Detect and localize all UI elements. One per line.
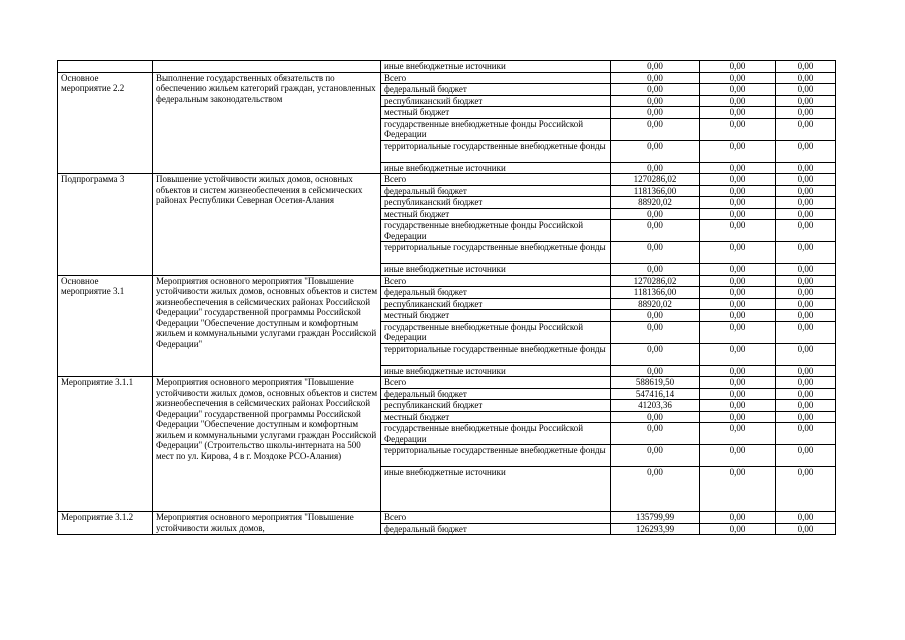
amount-year-1: 0,00: [611, 310, 700, 322]
funding-source: государственные внебюджетные фонды Российской Федерации: [381, 220, 611, 242]
amount-year-3: 0,00: [776, 445, 836, 467]
amount-year-1: 0,00: [611, 467, 700, 512]
amount-year-3: 0,00: [776, 220, 836, 242]
amount-year-3: 0,00: [776, 242, 836, 264]
funding-source: государственные внебюджетные фонды Российской Федерации: [381, 423, 611, 445]
table-row: [58, 512, 836, 524]
row-code: Мероприятие 3.1.1: [58, 377, 153, 512]
amount-year-2: 0,00: [700, 118, 776, 140]
amount-year-3: 0,00: [776, 61, 836, 73]
funding-source: государственные внебюджетные фонды Российской Федерации: [381, 118, 611, 140]
funding-source: Всего: [381, 512, 611, 524]
amount-year-1: 0,00: [611, 208, 700, 220]
amount-year-2: 0,00: [700, 400, 776, 412]
amount-year-3: 0,00: [776, 411, 836, 423]
row-title: Повышение устойчивости жилых домов, основных объектов и систем жизнеобеспечения в сейсмических районах Республики Северная Осетия-Алания: [153, 174, 381, 276]
funding-source: иные внебюджетные источники: [381, 467, 611, 512]
amount-year-2: 0,00: [700, 377, 776, 389]
table-row: [58, 61, 836, 73]
amount-year-2: 0,00: [700, 220, 776, 242]
amount-year-2: 0,00: [700, 512, 776, 524]
funding-source: федеральный бюджет: [381, 84, 611, 96]
row-title: Мероприятия основного мероприятия "Повышение устойчивости жилых домов,: [153, 512, 381, 535]
funding-source: иные внебюджетные источники: [381, 264, 611, 276]
amount-year-1: 0,00: [611, 140, 700, 162]
amount-year-2: 0,00: [700, 185, 776, 197]
amount-year-3: 0,00: [776, 287, 836, 299]
funding-source: местный бюджет: [381, 411, 611, 423]
amount-year-2: 0,00: [700, 343, 776, 365]
amount-year-3: 0,00: [776, 523, 836, 535]
funding-source: территориальные государственные внебюджетные фонды: [381, 445, 611, 467]
funding-source: иные внебюджетные источники: [381, 162, 611, 174]
funding-source: Всего: [381, 72, 611, 84]
row-title: [153, 61, 381, 73]
amount-year-3: 0,00: [776, 388, 836, 400]
row-title: Выполнение государственных обязательств по обеспечению жильем категорий граждан, установленных федеральным законодательством: [153, 72, 381, 174]
amount-year-1: 88920,02: [611, 197, 700, 209]
amount-year-3: 0,00: [776, 162, 836, 174]
table-row: [58, 377, 836, 389]
funding-source: Всего: [381, 174, 611, 186]
amount-year-2: 0,00: [700, 84, 776, 96]
row-title: Мероприятия основного мероприятия "Повышение устойчивости жилых домов, основных объектов и систем жизнеобеспечения в сейсмических районах Российской Федерации" государственной программы Российской Федерации "Обеспечение доступным и комфортным жильем и коммунальными услугами граждан Российской Федерации": [153, 275, 381, 377]
amount-year-1: 0,00: [611, 343, 700, 365]
amount-year-3: 0,00: [776, 343, 836, 365]
funding-source: республиканский бюджет: [381, 197, 611, 209]
amount-year-2: 0,00: [700, 197, 776, 209]
funding-source: Всего: [381, 275, 611, 287]
amount-year-1: 0,00: [611, 118, 700, 140]
funding-source: федеральный бюджет: [381, 388, 611, 400]
amount-year-3: 0,00: [776, 197, 836, 209]
amount-year-1: 0,00: [611, 365, 700, 377]
amount-year-2: 0,00: [700, 174, 776, 186]
amount-year-1: 1181366,00: [611, 287, 700, 299]
amount-year-1: 0,00: [611, 411, 700, 423]
amount-year-2: 0,00: [700, 411, 776, 423]
funding-source: республиканский бюджет: [381, 95, 611, 107]
amount-year-2: 0,00: [700, 287, 776, 299]
amount-year-2: 0,00: [700, 388, 776, 400]
amount-year-3: 0,00: [776, 377, 836, 389]
amount-year-2: 0,00: [700, 162, 776, 174]
amount-year-3: 0,00: [776, 185, 836, 197]
funding-source: местный бюджет: [381, 208, 611, 220]
amount-year-2: 0,00: [700, 61, 776, 73]
amount-year-2: 0,00: [700, 95, 776, 107]
amount-year-3: 0,00: [776, 118, 836, 140]
funding-source: иные внебюджетные источники: [381, 365, 611, 377]
amount-year-2: 0,00: [700, 107, 776, 119]
funding-source: местный бюджет: [381, 107, 611, 119]
amount-year-3: 0,00: [776, 72, 836, 84]
amount-year-1: 547416,14: [611, 388, 700, 400]
amount-year-1: 588619,50: [611, 377, 700, 389]
amount-year-1: 41203,36: [611, 400, 700, 412]
row-title: Мероприятия основного мероприятия "Повышение устойчивости жилых домов, основных объектов и систем жизнеобеспечения в сейсмических районах Российской Федерации" государственной программы Российской Федерации "Обеспечение доступным и комфортным жильем и коммунальными услугами граждан Российской Федерации" (Строительство школы-интерната на 500 мест по ул. Кирова, 4 в г. Моздоке РСО-Алания): [153, 377, 381, 512]
amount-year-2: 0,00: [700, 310, 776, 322]
amount-year-2: 0,00: [700, 445, 776, 467]
funding-source: территориальные государственные внебюджетные фонды: [381, 343, 611, 365]
amount-year-3: 0,00: [776, 208, 836, 220]
table-row: [58, 72, 836, 84]
funding-table-body: [58, 61, 836, 535]
amount-year-3: 0,00: [776, 400, 836, 412]
amount-year-3: 0,00: [776, 467, 836, 512]
funding-source: федеральный бюджет: [381, 185, 611, 197]
amount-year-1: 1270286,02: [611, 174, 700, 186]
amount-year-3: 0,00: [776, 174, 836, 186]
row-code: Подпрограмма 3: [58, 174, 153, 276]
funding-source: республиканский бюджет: [381, 400, 611, 412]
row-code: Основное мероприятие 2.2: [58, 72, 153, 174]
amount-year-2: 0,00: [700, 298, 776, 310]
funding-source: республиканский бюджет: [381, 298, 611, 310]
amount-year-1: 0,00: [611, 95, 700, 107]
amount-year-2: 0,00: [700, 72, 776, 84]
amount-year-2: 0,00: [700, 264, 776, 276]
funding-source: федеральный бюджет: [381, 523, 611, 535]
funding-source: территориальные государственные внебюджетные фонды: [381, 140, 611, 162]
amount-year-2: 0,00: [700, 208, 776, 220]
amount-year-3: 0,00: [776, 310, 836, 322]
amount-year-2: 0,00: [700, 523, 776, 535]
amount-year-3: 0,00: [776, 365, 836, 377]
funding-source: иные внебюджетные источники: [381, 61, 611, 73]
amount-year-1: 126293,99: [611, 523, 700, 535]
amount-year-2: 0,00: [700, 321, 776, 343]
amount-year-1: 0,00: [611, 72, 700, 84]
amount-year-2: 0,00: [700, 365, 776, 377]
amount-year-3: 0,00: [776, 512, 836, 524]
funding-source: федеральный бюджет: [381, 287, 611, 299]
amount-year-1: 0,00: [611, 445, 700, 467]
amount-year-1: 0,00: [611, 162, 700, 174]
amount-year-1: 1181366,00: [611, 185, 700, 197]
amount-year-1: 0,00: [611, 242, 700, 264]
amount-year-3: 0,00: [776, 264, 836, 276]
amount-year-1: 0,00: [611, 84, 700, 96]
amount-year-1: 135799,99: [611, 512, 700, 524]
funding-source: местный бюджет: [381, 310, 611, 322]
amount-year-1: 0,00: [611, 321, 700, 343]
amount-year-1: 0,00: [611, 264, 700, 276]
table-row: [58, 174, 836, 186]
row-code: Основное мероприятие 3.1: [58, 275, 153, 377]
funding-source: территориальные государственные внебюджетные фонды: [381, 242, 611, 264]
amount-year-3: 0,00: [776, 321, 836, 343]
amount-year-3: 0,00: [776, 140, 836, 162]
funding-table: [57, 60, 836, 535]
amount-year-3: 0,00: [776, 84, 836, 96]
amount-year-2: 0,00: [700, 423, 776, 445]
amount-year-1: 88920,02: [611, 298, 700, 310]
amount-year-1: 0,00: [611, 220, 700, 242]
row-code: [58, 61, 153, 73]
amount-year-1: 0,00: [611, 107, 700, 119]
amount-year-3: 0,00: [776, 95, 836, 107]
amount-year-1: 1270286,02: [611, 275, 700, 287]
funding-source: Всего: [381, 377, 611, 389]
amount-year-1: 0,00: [611, 423, 700, 445]
amount-year-3: 0,00: [776, 298, 836, 310]
amount-year-2: 0,00: [700, 467, 776, 512]
amount-year-2: 0,00: [700, 242, 776, 264]
amount-year-3: 0,00: [776, 107, 836, 119]
amount-year-2: 0,00: [700, 275, 776, 287]
amount-year-1: 0,00: [611, 61, 700, 73]
amount-year-3: 0,00: [776, 423, 836, 445]
amount-year-2: 0,00: [700, 140, 776, 162]
amount-year-3: 0,00: [776, 275, 836, 287]
table-row: [58, 275, 836, 287]
row-code: Мероприятие 3.1.2: [58, 512, 153, 535]
funding-source: государственные внебюджетные фонды Российской Федерации: [381, 321, 611, 343]
